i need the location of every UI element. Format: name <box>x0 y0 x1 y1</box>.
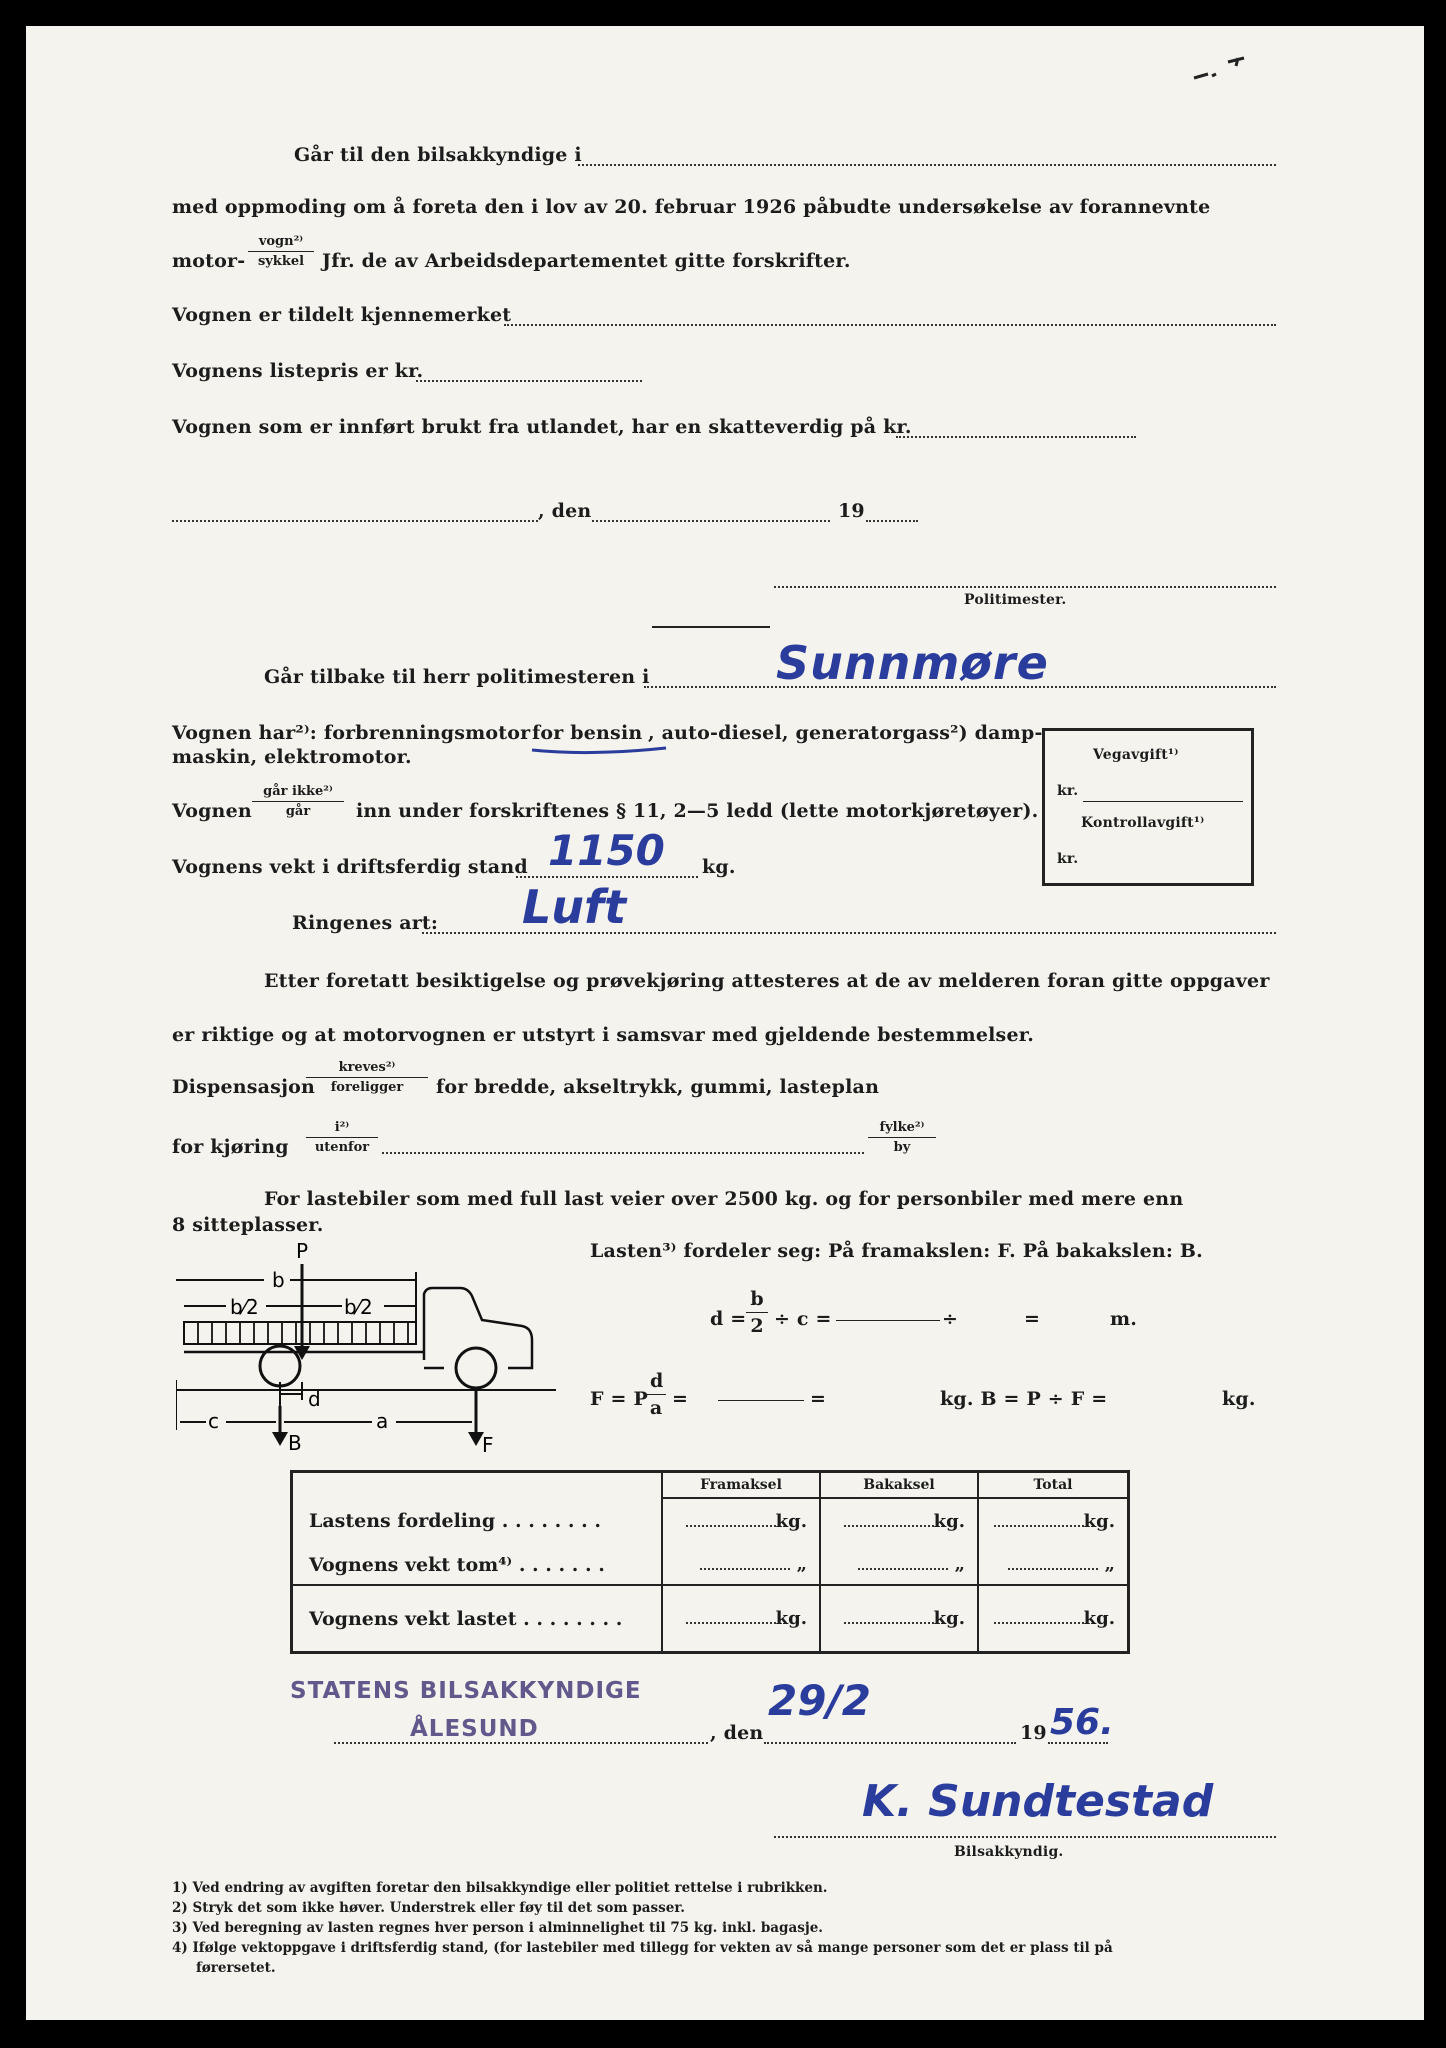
vekt-kg-label: kg. <box>702 856 736 878</box>
vekt-tom-framaksel[interactable]: „ <box>662 1545 820 1586</box>
vekt-lastet-label: Vognens vekt lastet . . . . . . . . <box>292 1585 663 1652</box>
footnote-2: 2) Stryk det som ikke høver. Understrek eller føy til det som passer. <box>172 1900 685 1916</box>
lastens-fordeling-bakaksel[interactable]: kg. <box>820 1498 978 1545</box>
vegavgift-kr-label: kr. <box>1057 783 1079 799</box>
kjennemerke-field[interactable] <box>504 324 1276 326</box>
vekt-label: Vognens vekt i driftsferdig stand <box>172 856 528 878</box>
fylke-by-fraction <box>868 1120 936 1155</box>
formula-equals: = <box>1024 1308 1041 1330</box>
formula-a: a <box>649 1397 663 1419</box>
diagram-label-B: B <box>288 1431 302 1455</box>
handwritten-aar: 56. <box>1050 1702 1114 1743</box>
formula-2: 2 <box>750 1315 764 1337</box>
formula-F-label: F = P <box>590 1388 648 1410</box>
load-distribution-diagram <box>176 1234 576 1458</box>
stamp-line-1: STATENS BILSAKKYNDIGE <box>290 1678 642 1704</box>
kontrollavgift-label: Kontrollavgift¹⁾ <box>1081 815 1205 831</box>
kreves-fraction <box>306 1060 428 1095</box>
diagram-label-b-half-left: b⁄2 <box>230 1295 259 1319</box>
etter-text: Etter foretatt besiktigelse og prøvekjøring attesteres at de av melderen foran gitte oppgaver <box>264 970 1270 992</box>
vogn-option: vogn²⁾ <box>248 234 314 252</box>
by-option: by <box>893 1140 911 1155</box>
politimester-signature-field[interactable] <box>774 586 1276 588</box>
formula-B-label: kg. B = P ÷ F = <box>940 1388 1108 1410</box>
diagram-label-P: P <box>296 1239 309 1263</box>
kjoring-field[interactable] <box>382 1152 864 1154</box>
motor-label: motor- <box>172 250 246 272</box>
ringer-label: Ringenes art: <box>292 912 439 934</box>
footnote-4: 4) Ifølge vektoppgave i driftsferdig stand, (for lastebiler med tillegg for vekten av så mange personer som det er plass til på <box>172 1940 1113 1956</box>
drivstoff-text: , auto-diesel, generatorgass²) damp- <box>648 722 1043 744</box>
listepris-label: Vognens listepris er kr. <box>172 360 424 382</box>
form-page <box>26 26 1424 2020</box>
footnote-4-cont: førersetet. <box>196 1960 276 1976</box>
gaar-fraction <box>252 784 344 819</box>
framaksel-header: Framaksel <box>662 1472 820 1498</box>
vekt-lastet-bakaksel[interactable]: kg. <box>820 1585 978 1652</box>
bensin-underline-mark <box>530 744 670 758</box>
skatteverdi-label: Vognen som er innført brukt fra utlandet, har en skatteverdig på kr. <box>172 416 912 438</box>
formula-b: b <box>746 1288 768 1313</box>
vekt-lastet-total[interactable]: kg. <box>978 1585 1129 1652</box>
formula-d-over-a <box>646 1370 666 1419</box>
formula-blank-2[interactable] <box>718 1400 804 1401</box>
footnote-3: 3) Ved beregning av lasten regnes hver person i alminnelighet til 75 kg. inkl. bagasje. <box>172 1920 824 1936</box>
vekt-tom-total[interactable]: „ <box>978 1545 1129 1586</box>
bilsakkyndig-label: Bilsakkyndig. <box>954 1844 1064 1860</box>
sitteplasser-text: 8 sitteplasser. <box>172 1214 324 1236</box>
formula-m-unit: m. <box>1110 1308 1138 1330</box>
nitten-label: 19 <box>838 500 865 522</box>
lasten-text: Lasten³⁾ fordeler seg: På framakslen: F. På bakakslen: B. <box>590 1240 1203 1262</box>
utenfor-option: utenfor <box>314 1140 370 1155</box>
formula-b-over-2 <box>746 1288 768 1337</box>
handwritten-signatur: K. Sundtestad <box>862 1776 1214 1827</box>
lastebiler-text: For lastebiler som med full last veier over 2500 kg. og for personbiler med mere enn <box>264 1188 1184 1210</box>
diagram-label-d: d <box>308 1387 321 1411</box>
riktige-text: er riktige og at motorvognen er utstyrt i samsvar med gjeldende bestemmelser. <box>172 1024 1035 1046</box>
maskin-text: maskin, elektromotor. <box>172 746 412 768</box>
formula-F-equals-2: = <box>810 1388 827 1410</box>
kjoring-label: for kjøring <box>172 1136 289 1158</box>
sted-field[interactable] <box>172 520 538 522</box>
diagram-label-c: c <box>208 1409 219 1433</box>
handwritten-vekt: 1150 <box>548 826 665 875</box>
bilsakkyndige-field[interactable] <box>578 164 1276 166</box>
diagram-label-a: a <box>376 1409 389 1433</box>
load-table <box>290 1470 1130 1654</box>
oppmoding-text: med oppmoding om å foreta den i lov av 20. februar 1926 påbudte undersøkelse av forannevnte <box>172 196 1211 218</box>
lastens-fordeling-framaksel[interactable]: kg. <box>662 1498 820 1545</box>
tilbake-label: Går tilbake til herr politimesteren i <box>264 666 650 688</box>
bilsakkyndig-den-label: , den <box>710 1722 764 1744</box>
foreligger-option: foreligger <box>330 1080 404 1095</box>
vekt-field[interactable] <box>516 876 698 878</box>
dato-field[interactable] <box>592 520 830 522</box>
avgift-box <box>1042 728 1254 886</box>
bilsakkyndig-nitten-label: 19 <box>1020 1722 1047 1744</box>
jfr-text: Jfr. de av Arbeidsdepartementet gitte forskrifter. <box>322 250 851 272</box>
sykkel-option: sykkel <box>257 254 305 269</box>
formula-minus: ÷ <box>942 1308 959 1330</box>
vognen-label: Vognen <box>172 800 252 822</box>
gaar-til-label: Går til den bilsakkyndige i <box>294 144 582 166</box>
bilsakkyndig-dato-field[interactable] <box>764 1742 1016 1744</box>
section-divider <box>652 626 770 628</box>
fylke-option: fylke²⁾ <box>868 1120 936 1138</box>
vognen-har-label: Vognen har²⁾: forbrenningsmotor <box>172 722 531 744</box>
i-option: i²⁾ <box>306 1120 378 1138</box>
formula-kg-unit: kg. <box>1222 1388 1256 1410</box>
formula-F-equals: = <box>672 1388 689 1410</box>
aar-field[interactable] <box>866 520 918 522</box>
handwritten-ringer: Luft <box>522 880 627 934</box>
vegavgift-label: Vegavgift¹⁾ <box>1093 747 1179 763</box>
formula-minus-c: ÷ c = <box>774 1308 832 1330</box>
avgift-divider <box>1083 801 1243 802</box>
corner-mark-icon <box>1186 48 1266 88</box>
bilsakkyndig-signature-field[interactable] <box>774 1836 1276 1838</box>
lastens-fordeling-label: Lastens fordeling . . . . . . . . <box>292 1498 663 1545</box>
politimester-label: Politimester. <box>964 592 1067 608</box>
den-label: , den <box>538 500 592 522</box>
formula-blank-1[interactable] <box>836 1320 940 1321</box>
lastens-fordeling-total[interactable]: kg. <box>978 1498 1129 1545</box>
formula-d: d <box>646 1370 666 1395</box>
skatteverdi-field[interactable] <box>896 436 1136 438</box>
footnote-1: 1) Ved endring av avgiften foretar den bilsakkyndige eller politiet rettelse i rubrikken. <box>172 1880 828 1896</box>
i-utenfor-fraction <box>306 1120 378 1155</box>
handwritten-dato: 29/2 <box>768 1676 872 1725</box>
bilsakkyndig-sted-field[interactable] <box>334 1742 708 1744</box>
vekt-lastet-framaksel[interactable]: kg. <box>662 1585 820 1652</box>
for-bensin-text: for bensin <box>532 722 643 744</box>
vekt-tom-label: Vognens vekt tom⁴⁾ . . . . . . . <box>292 1545 663 1586</box>
bredde-text: for bredde, akseltrykk, gummi, lasteplan <box>436 1076 880 1098</box>
total-header: Total <box>978 1472 1129 1498</box>
kontrollavgift-kr-label: kr. <box>1057 851 1079 867</box>
vogn-sykkel-fraction <box>248 234 314 269</box>
kjennemerke-label: Vognen er tildelt kjennemerket <box>172 304 512 326</box>
vekt-tom-bakaksel[interactable]: „ <box>820 1545 978 1586</box>
gaar-ikke-option: går ikke²⁾ <box>252 784 344 802</box>
kreves-option: kreves²⁾ <box>306 1060 428 1078</box>
diagram-label-b-half-right: b⁄2 <box>344 1295 373 1319</box>
gaar-option: går <box>285 804 311 819</box>
forskrift-text: inn under forskriftenes § 11, 2—5 ledd (lette motorkjøretøyer). <box>356 800 1039 822</box>
formula-d-label: d = <box>710 1308 747 1330</box>
dispensasjon-label: Dispensasjon <box>172 1076 316 1098</box>
bakaksel-header: Bakaksel <box>820 1472 978 1498</box>
diagram-label-b: b <box>272 1268 285 1292</box>
stamp-line-2: ÅLESUND <box>410 1716 539 1742</box>
listepris-field[interactable] <box>416 380 642 382</box>
handwritten-sted: Sunnmøre <box>776 636 1049 690</box>
diagram-label-F: F <box>482 1433 494 1457</box>
